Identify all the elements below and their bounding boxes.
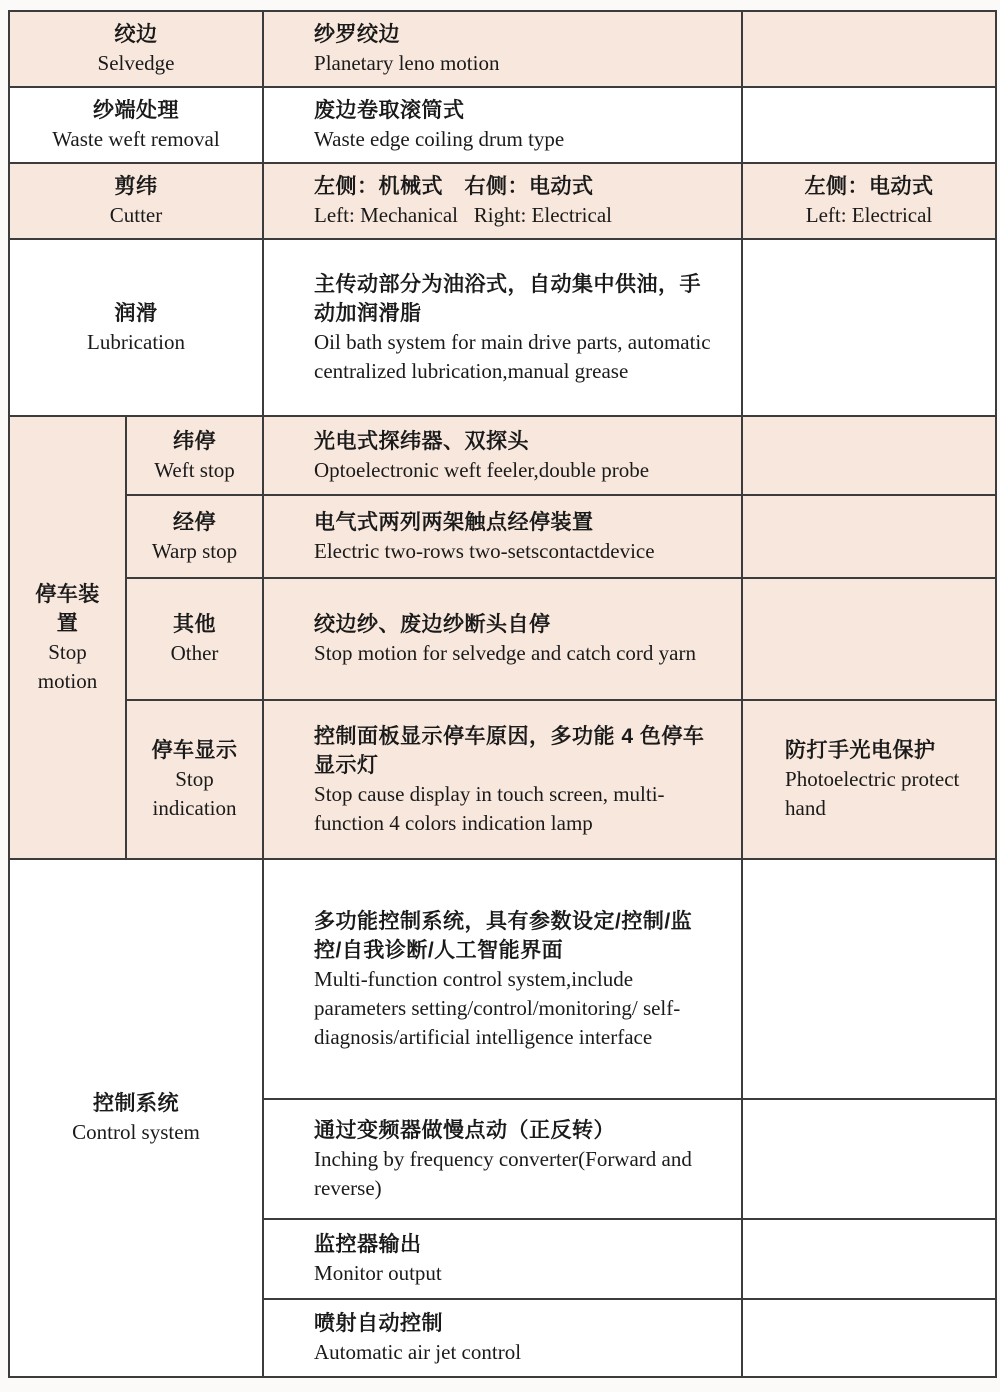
lubrication-desc-zh: 主传动部分为油浴式，自动集中供油，手动加润滑脂 [314,272,702,325]
cell-control-monitor-desc [263,1219,742,1299]
cell-warp-stop-desc [263,495,742,578]
control-group-label-en: Control system [72,1120,200,1144]
control-airjet-desc-en: Automatic air jet control [314,1340,522,1364]
cutter-label-zh: 剪纬 [114,175,158,198]
other-stop-label-en: Other [170,641,219,665]
weft-stop-label-zh: 纬停 [173,429,216,453]
row-stop-indication [9,700,996,859]
cell-control-inching-desc [263,1099,742,1219]
cutter-extra-en: Left: Electrical [805,203,933,227]
selvedge-desc-zh: 纱罗绞边 [314,23,401,46]
stop-indication-desc-zh: 控制面板显示停车原因，多功能 4 色停车显示灯 [314,724,705,777]
stop-motion-group-label-en: Stop motion [37,639,98,693]
cell-other-stop-extra [742,578,996,700]
row-selvedge [9,11,996,87]
cell-selvedge-extra [742,11,996,87]
stop-indication-desc-en: Stop cause display in touch screen, multi-function 4 colors indication lamp [314,781,665,835]
other-stop-desc-en: Stop motion for selvedge and catch cord yarn [314,641,696,665]
cell-lubrication-desc [263,239,742,416]
cell-weft-stop-desc [263,416,742,495]
control-group-label-zh: 控制系统 [93,1092,179,1115]
cell-control-monitor-extra [742,1219,996,1299]
waste-label-zh: 纱端处理 [93,99,179,122]
other-stop-desc-zh: 绞边纱、废边纱断头自停 [314,613,551,636]
waste-label-en: Waste weft removal [52,127,220,151]
row-weft-stop [9,416,996,495]
cell-lubrication-label [9,239,263,416]
cell-control-inching-extra [742,1099,996,1219]
weft-stop-desc-en: Optoelectronic weft feeler,double probe [314,457,650,482]
warp-stop-desc-en: Electric two-rows two-setscontactdevice [314,538,655,563]
cell-cutter-desc [263,163,742,239]
row-lubrication [9,239,996,416]
lubrication-label-en: Lubrication [87,329,185,354]
row-warp-stop [9,495,996,578]
cell-other-stop-desc [263,578,742,700]
cell-control-airjet-extra [742,1299,996,1377]
stop-motion-group-label-zh: 停车装置 [35,582,100,635]
cell-warp-stop-extra [742,495,996,578]
stop-indication-label-zh: 停车显示 [151,739,238,762]
cell-weft-stop-label [126,416,263,495]
weft-stop-desc-zh: 光电式探纬器、双探头 [314,429,530,453]
cell-control-group-label [9,859,263,1377]
lubrication-label-zh: 润滑 [114,301,158,325]
cutter-desc-zh: 左侧：机械式 右侧：电动式 [314,175,594,198]
cell-lubrication-extra [742,239,996,416]
spec-table [8,10,997,1378]
cell-control-airjet-desc [263,1299,742,1377]
cell-control-multifunction-desc [263,859,742,1099]
cell-stop-indication-desc [263,700,742,859]
waste-desc-zh: 废边卷取滚筒式 [314,99,465,122]
control-airjet-desc-zh: 喷射自动控制 [314,1312,444,1335]
selvedge-label-en: Selvedge [97,51,175,75]
warp-stop-desc-zh: 电气式两列两架触点经停装置 [314,510,594,534]
lubrication-desc-en: Oil bath system for main drive parts, automatic centralized lubrication,manual grease [314,329,716,383]
stop-indication-extra-zh: 防打手光电保护 [785,739,936,762]
cell-control-multifunction-extra [742,859,996,1099]
stop-indication-extra-en: Photoelectric protect hand [785,767,965,820]
control-inching-desc-zh: 通过变频器做慢点动（正反转） [314,1118,616,1142]
control-monitor-desc-zh: 监控器输出 [314,1233,422,1256]
cell-selvedge-desc [263,11,742,87]
row-other-stop [9,578,996,700]
cell-stop-indication-extra [742,700,996,859]
row-control-multifunction [9,859,996,1099]
warp-stop-label-zh: 经停 [173,510,216,534]
cell-other-stop-label [126,578,263,700]
cutter-desc-en: Left: Mechanical Right: Electrical [314,203,612,227]
other-stop-label-zh: 其他 [173,613,216,636]
selvedge-desc-en: Planetary leno motion [314,51,500,75]
warp-stop-label-en: Warp stop [151,538,238,563]
cell-selvedge-label [9,11,263,87]
control-multifunction-desc-en: Multi-function control system,include parameters setting/control/monitoring/ self-diagnosis/artificial intelligence interface [314,966,681,1049]
selvedge-label-zh: 绞边 [114,23,158,46]
cell-warp-stop-label [126,495,263,578]
cell-cutter-extra [742,163,996,239]
control-inching-desc-en: Inching by frequency converter(Forward and reverse) [314,1146,698,1200]
row-waste-weft-removal [9,87,996,163]
cell-stop-motion-group-label [9,416,126,859]
cell-weft-stop-extra [742,416,996,495]
cell-waste-desc [263,87,742,163]
cell-waste-extra [742,87,996,163]
row-cutter [9,163,996,239]
cell-stop-indication-label [126,700,263,859]
control-multifunction-desc-zh: 多功能控制系统，具有参数设定/控制/监控/自我诊断/人工智能界面 [314,909,693,962]
waste-desc-en: Waste edge coiling drum type [314,127,565,151]
cutter-extra-zh: 左侧：电动式 [804,175,934,198]
cell-waste-label [9,87,263,163]
control-monitor-desc-en: Monitor output [314,1261,442,1285]
weft-stop-label-en: Weft stop [154,457,235,482]
cutter-label-en: Cutter [109,203,163,227]
stop-indication-label-en: Stop indication [152,767,237,820]
cell-cutter-label [9,163,263,239]
